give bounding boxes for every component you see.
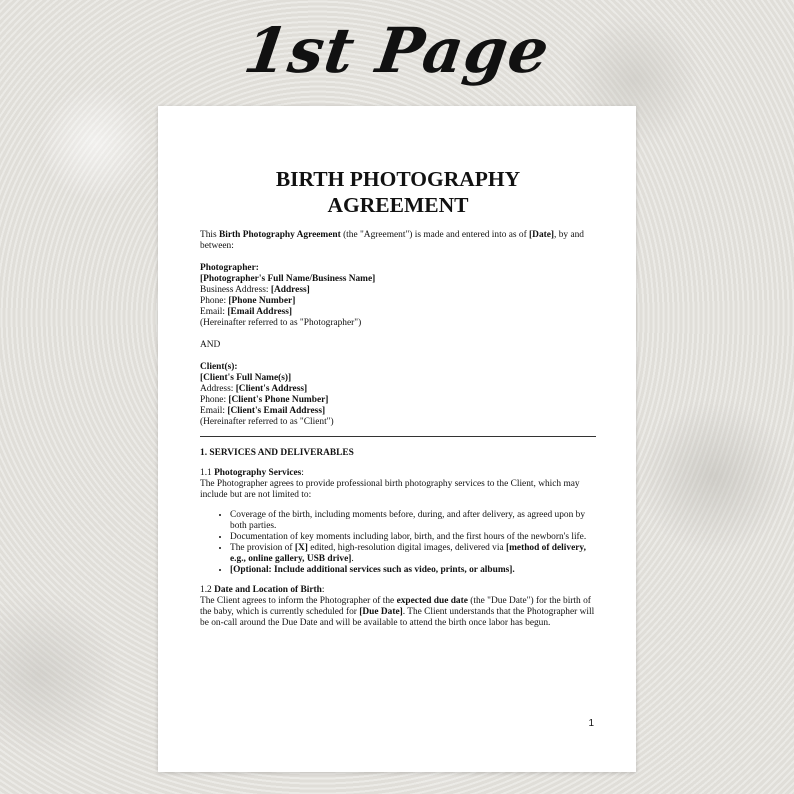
list-item: • Coverage of the birth, including moments before, during, and after delivery, as agreed upon by both parties. — [230, 510, 596, 532]
and-separator: AND — [200, 340, 221, 350]
photographer-email: Email: [Email Address] — [200, 307, 293, 317]
document-content — [200, 166, 596, 629]
document-page — [158, 106, 636, 772]
list-item: • [Optional: Include additional services such as video, prints, or albums]. — [230, 565, 596, 576]
subsection-1-2-body: The Client agrees to inform the Photographer of the expected due date (the "Due Date") for the birth of the baby, which is currently scheduled for [Due Date]. The Client understands that the Photographer will be on-call around the Due Date and will be available to attend the birth once labor has begun. — [200, 596, 595, 628]
section-1-heading: 1. SERVICES AND DELIVERABLES — [200, 448, 354, 458]
photographer-heading: Photographer: — [200, 263, 259, 273]
services-list — [200, 510, 596, 576]
title-line-2: AGREEMENT — [327, 193, 469, 217]
photographer-block — [200, 263, 596, 329]
list-item: • The provision of [X] edited, high-resolution digital images, delivered via [method of delivery, e.g., online gallery, USB drive]. — [230, 543, 596, 565]
client-address: Address: [Client's Address] — [200, 384, 308, 394]
title-line-1: BIRTH PHOTOGRAPHY — [275, 167, 521, 191]
photographer-address: Business Address: [Address] — [200, 285, 310, 295]
client-heading: Client(s): — [200, 362, 238, 372]
document-title — [200, 166, 596, 218]
photographer-phone: Phone: [Phone Number] — [200, 296, 296, 306]
subsection-1-2-heading: 1.2 Date and Location of Birth: — [200, 585, 325, 595]
intro-paragraph: This Birth Photography Agreement (the "Agreement") is made and entered into as of [Date], by and between: — [200, 230, 584, 251]
list-item: • Documentation of key moments including labor, birth, and the first hours of the newborn's life. — [230, 532, 596, 543]
subsection-1-1-body: The Photographer agrees to provide professional birth photography services to the Client, which may include but are not limited to: — [200, 479, 580, 500]
photographer-referred: (Hereinafter referred to as "Photographer") — [200, 318, 362, 328]
client-block — [200, 362, 596, 428]
page-banner-title: 1st Page — [239, 14, 555, 87]
client-phone: Phone: [Client's Phone Number] — [200, 395, 329, 405]
client-name: [Client's Full Name(s)] — [200, 373, 292, 383]
page-number: 1 — [588, 718, 594, 729]
subsection-1-1-heading: 1.1 Photography Services: — [200, 468, 304, 478]
section-divider — [200, 436, 596, 437]
photographer-name: [Photographer's Full Name/Business Name] — [200, 274, 376, 284]
client-email: Email: [Client's Email Address] — [200, 406, 326, 416]
client-referred: (Hereinafter referred to as "Client") — [200, 417, 334, 427]
